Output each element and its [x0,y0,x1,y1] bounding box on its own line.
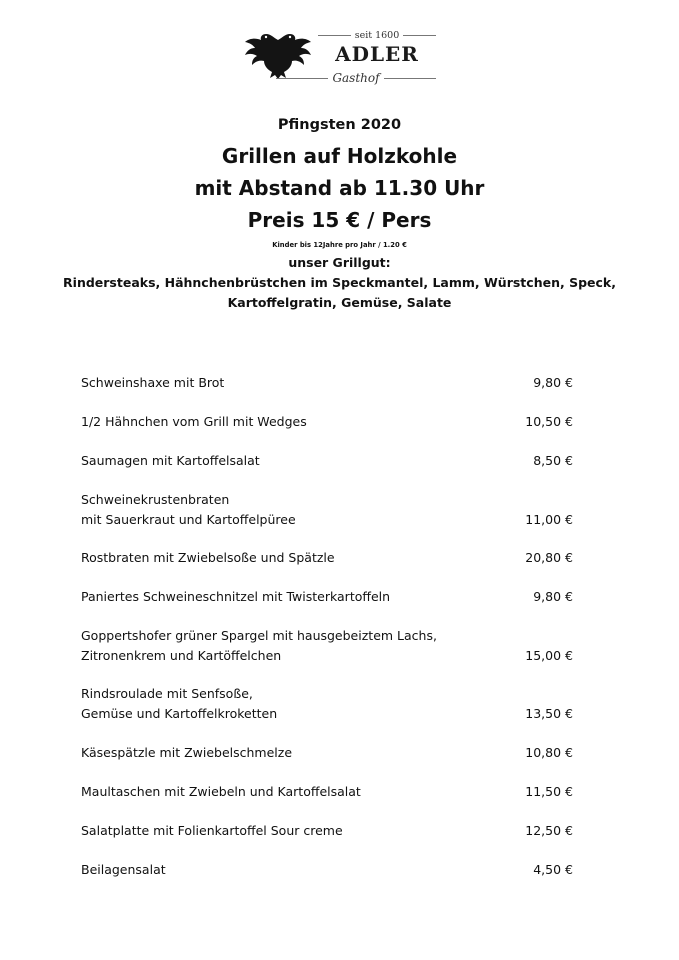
subtitle-row [276,70,436,86]
menu-item-name: Käsespätzle mit Zwiebelschmelze [81,745,293,760]
occasion-title: Pfingsten 2020 [277,117,402,133]
divider [276,78,328,79]
menu-item-name: Goppertshofer grüner Spargel mit hausgebeiztem Lachs, [81,628,437,643]
menu-item-price: 10,50 € [525,414,573,429]
menu-item-price: 15,00 € [525,648,573,663]
since-row [318,28,436,42]
menu-item-name: Beilagensalat [81,862,166,877]
menu-item-price: 11,50 € [525,784,573,799]
menu-item [81,684,573,724]
menu-item-price: 20,80 € [525,550,573,565]
menu-item-name: Paniertes Schweineschnitzel mit Twisterkartoffeln [81,589,391,604]
since-text: seit 1600 [354,29,400,41]
menu-item [81,373,573,393]
menu-item-price: 4,50 € [533,862,573,877]
menu-item-name: Saumagen mit Kartoffelsalat [81,453,260,468]
menu-item-name: Schweinekrustenbraten [81,492,230,507]
menu-item-price: 8,50 € [533,453,573,468]
menu-item [81,743,573,763]
divider [384,78,436,79]
menu-item [81,548,573,568]
menu-item-price: 11,00 € [525,512,573,527]
grill-items-line: Rindersteaks, Hähnchenbrüstchen im Speckmantel, Lamm, Würstchen, Speck, [63,275,616,290]
brand-name: ADLER [335,42,419,66]
menu-item-name: Salatplatte mit Folienkartoffel Sour creme [81,823,343,838]
divider [318,35,351,36]
menu-item-price: 13,50 € [525,706,573,721]
menu-item-name: Rindsroulade mit Senfsoße, [81,686,253,701]
grill-items-line: Kartoffelgratin, Gemüse, Salate [227,295,452,310]
event-price: Preis 15 € / Pers [247,208,432,232]
kids-price-note: Kinder bis 12Jahre pro Jahr / 1.20 € [272,241,407,249]
grill-label: unser Grillgut: [288,255,391,270]
menu-item-price: 9,80 € [533,375,573,390]
brand-subtitle: Gasthof [332,71,380,85]
restaurant-logo [240,22,440,94]
event-time: mit Abstand ab 11.30 Uhr [194,176,485,200]
menu-item-price: 12,50 € [525,823,573,838]
divider [403,35,436,36]
menu-item-name: 1/2 Hähnchen vom Grill mit Wedges [81,414,307,429]
menu-item-price: 10,80 € [525,745,573,760]
menu-item-name: Gemüse und Kartoffelkroketten [81,706,278,721]
menu-item [81,451,573,471]
menu-item [81,860,573,880]
menu-item [81,587,573,607]
menu-item [81,490,573,530]
menu-item [81,626,573,666]
menu-item [81,782,573,802]
event-title: Grillen auf Holzkohle [221,144,458,168]
menu-item [81,821,573,841]
menu-item-name: Rostbraten mit Zwiebelsoße und Spätzle [81,550,335,565]
menu-item-price: 9,80 € [533,589,573,604]
menu-item-name: Schweinshaxe mit Brot [81,375,225,390]
menu-item-name: Maultaschen mit Zwiebeln und Kartoffelsalat [81,784,361,799]
menu-item [81,412,573,432]
menu-item-name: mit Sauerkraut und Kartoffelpüree [81,512,296,527]
menu-item-name: Zitronenkrem und Kartöffelchen [81,648,282,663]
